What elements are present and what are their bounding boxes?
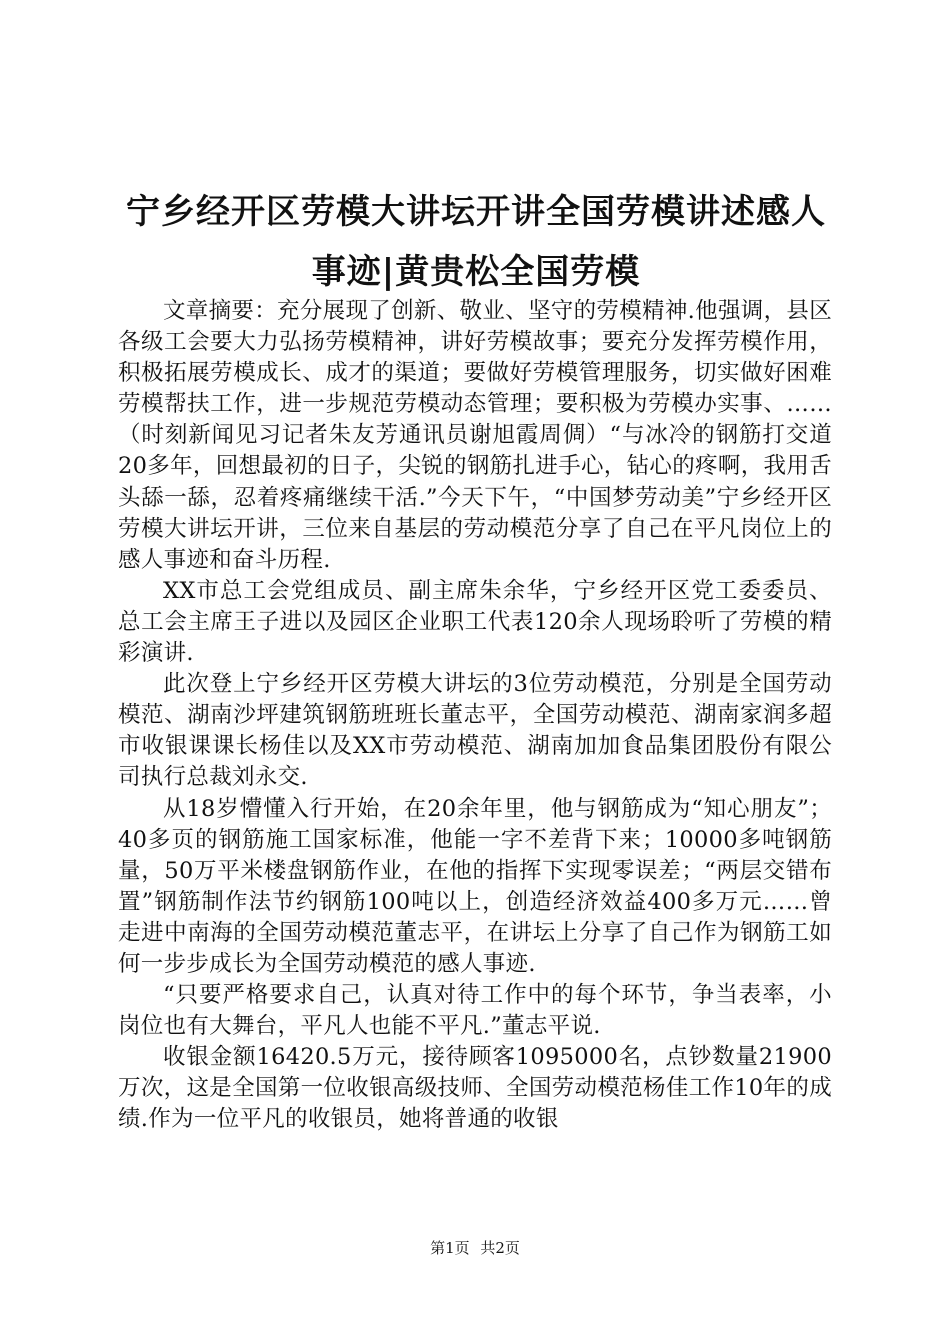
page-footer [0,1238,950,1258]
document-title: 宁乡经开区劳模大讲坛开讲全国劳模讲述感人事迹|黄贵松全国劳模 [126,192,826,292]
body-paragraph: 收银金额16420.5万元，接待顾客1095000名，点钞数量21900万次，这是全国第一位收银高级技师、全国劳动模范杨佳工作10年的成绩.作为一位平凡的收银员，她将普通的收银 [118,1044,832,1133]
body-paragraph: 此次登上宁乡经开区劳模大讲坛的3位劳动模范，分别是全国劳动模范、湖南沙坪建筑钢筋班班长董志平，全国劳动模范、湖南家润多超市收银课课长杨佳以及XX市劳动模范、湖南加加食品集团股份有限公司执行总裁刘永交. [118,671,832,791]
document-body [118,296,832,1136]
body-paragraph: 从18岁懵懂入行开始，在20余年里，他与钢筋成为“知心朋友”；40多页的钢筋施工国家标准，他能一字不差背下来；10000多吨钢筋量，50万平米楼盘钢筋作业，在他的指挥下实现零误差；“两层交错布置”钢筋制作法节约钢筋100吨以上，创造经济效益400多万元……曾走进中南海的全国劳动模范董志平，在讲坛上分享了自己作为钢筋工如何一步步成长为全国劳动模范的感人事迹. [118,795,832,977]
page-number: 第1页 [430,1239,470,1257]
page-total: 共2页 [480,1239,520,1257]
body-paragraph: 文章摘要：充分展现了创新、敬业、坚守的劳模精神.他强调，县区各级工会要大力弘扬劳模精神，讲好劳模故事；要充分发挥劳模作用，积极拓展劳模成长、成才的渠道；要做好劳模管理服务，切实做好困难劳模帮扶工作，进一步规范劳模动态管理；要积极为劳模办实事、……（时刻新闻见习记者朱友芳通讯员谢旭霞周倜）“与冰冷的钢筋打交道20多年，回想最初的日子，尖锐的钢筋扎进手心，钻心的疼啊，我用舌头舔一舔，忍着疼痛继续干活.”今天下午，“中国梦劳动美”宁乡经开区劳模大讲坛开讲，三位来自基层的劳动模范分享了自己在平凡岗位上的感人事迹和奋斗历程. [118,298,832,573]
body-paragraph: XX市总工会党组成员、副主席朱余华，宁乡经开区党工委委员、总工会主席王子进以及园区企业职工代表120余人现场聆听了劳模的精彩演讲. [118,577,832,667]
body-paragraph: “只要严格要求自己，认真对待工作中的每个环节，争当表率，小岗位也有大舞台，平凡人也能不平凡.”董志平说. [118,982,832,1040]
